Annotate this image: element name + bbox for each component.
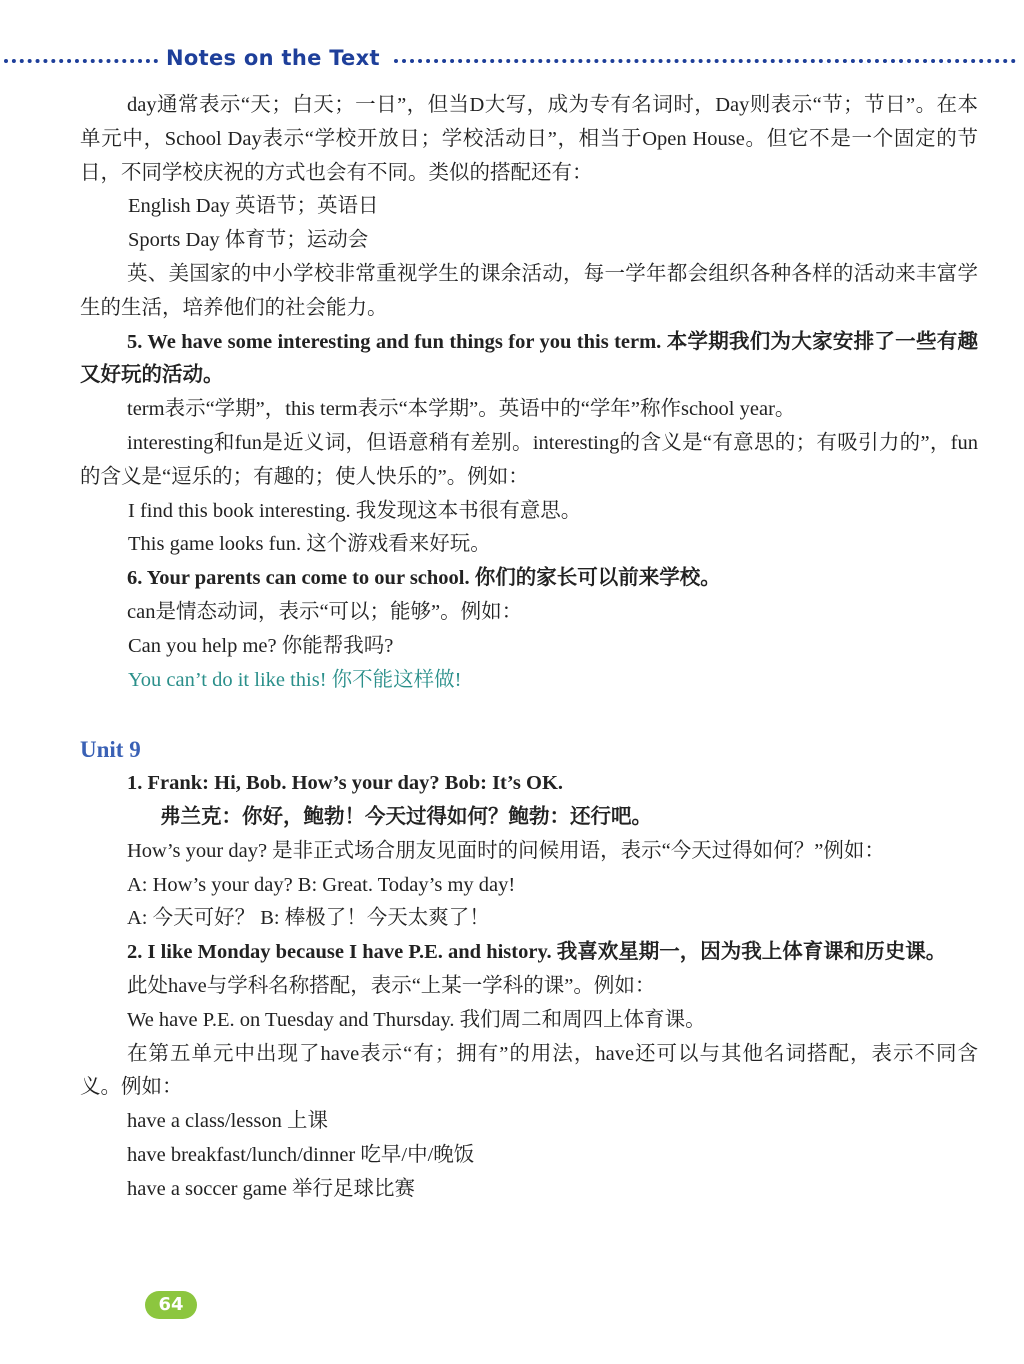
section-header <box>0 44 1024 78</box>
note-heading-6: 6. Your parents can come to our school. 你们的家长可以前来学校。 <box>127 567 721 590</box>
unit9-note-2: 2. I like Monday because I have P.E. and history. 我喜欢星期一，因为我上体育课和历史课。 <box>127 941 947 964</box>
section-title: Notes on the Text <box>166 46 380 70</box>
paragraph-have-subject: 此处have与学科名称搭配，表示“上某一学科的课”。例如： <box>127 974 656 997</box>
paragraph-day-meaning: day通常表示“天；白天；一日”，但当D大写，成为专有名词时，Day则表示“节；节日”。在本单元中，School Day表示“学校开放日；学校活动日”，相当于Open House。但它不是一个固定的节日，不同学校庆祝的方式也会有不同。类似的搭配还有： <box>80 94 978 184</box>
notes-body <box>80 89 978 1207</box>
note-heading-5: 5. We have some interesting and fun things for you this term. 本学期我们为大家安排了一些有趣又好玩的活动。 <box>80 330 978 387</box>
paragraph-activities: 英、美国家的中小学校非常重视学生的课余活动，每一学年都会组织各种各样的活动来丰富学生的生活，培养他们的社会能力。 <box>80 262 978 319</box>
example-have-class: have a class/lesson 上课 <box>127 1110 328 1133</box>
paragraph-can: can是情态动词，表示“可以；能够”。例如： <box>127 600 523 623</box>
example-book-interesting: I find this book interesting. 我发现这本书很有意思。 <box>128 499 582 522</box>
example-have-game: have a soccer game 举行足球比赛 <box>127 1177 416 1200</box>
example-have-pe: We have P.E. on Tuesday and Thursday. 我们周二和周四上体育课。 <box>127 1008 706 1031</box>
example-sports-day: Sports Day 体育节；运动会 <box>128 229 369 252</box>
unit9-note-1: 1. Frank: Hi, Bob. How’s your day? Bob: It’s OK. <box>127 772 564 795</box>
unit-title: Unit 9 <box>80 737 141 763</box>
header-dotted-rule-right <box>394 59 1016 63</box>
example-cant-do: You can’t do it like this! 你不能这样做! <box>128 668 462 691</box>
example-dialogue-cn: A: 今天可好？ B: 棒极了！今天太爽了！ <box>127 907 490 930</box>
page-number-badge: 64 <box>145 1291 197 1319</box>
header-dotted-rule-left <box>4 59 158 63</box>
example-have-meals: have breakfast/lunch/dinner 吃早/中/晚饭 <box>127 1143 475 1166</box>
paragraph-term: term表示“学期”，this term表示“本学期”。英语中的“学年”称作school year。 <box>127 398 796 421</box>
example-dialogue-en: A: How’s your day? B: Great. Today’s my day! <box>127 873 516 896</box>
unit9-note-1-translation: 弗兰克：你好，鲍勃！今天过得如何？鲍勃：还行吧。 <box>160 805 652 828</box>
paragraph-hows-your-day: How’s your day? 是非正式场合朋友见面时的问候用语，表示“今天过得如何？”例如： <box>127 839 885 862</box>
example-game-fun: This game looks fun. 这个游戏看来好玩。 <box>128 533 491 556</box>
paragraph-interesting-fun: interesting和fun是近义词，但语意稍有差别。interesting的含义是“有意思的；有吸引力的”，fun的含义是“逗乐的；有趣的；使人快乐的”。例如： <box>80 431 978 488</box>
paragraph-have-usage: 在第五单元中出现了have表示“有；拥有”的用法，have还可以与其他名词搭配，表示不同含义。例如： <box>80 1042 978 1099</box>
example-can-help: Can you help me? 你能帮我吗? <box>128 634 394 657</box>
example-english-day: English Day 英语节；英语日 <box>128 195 379 218</box>
